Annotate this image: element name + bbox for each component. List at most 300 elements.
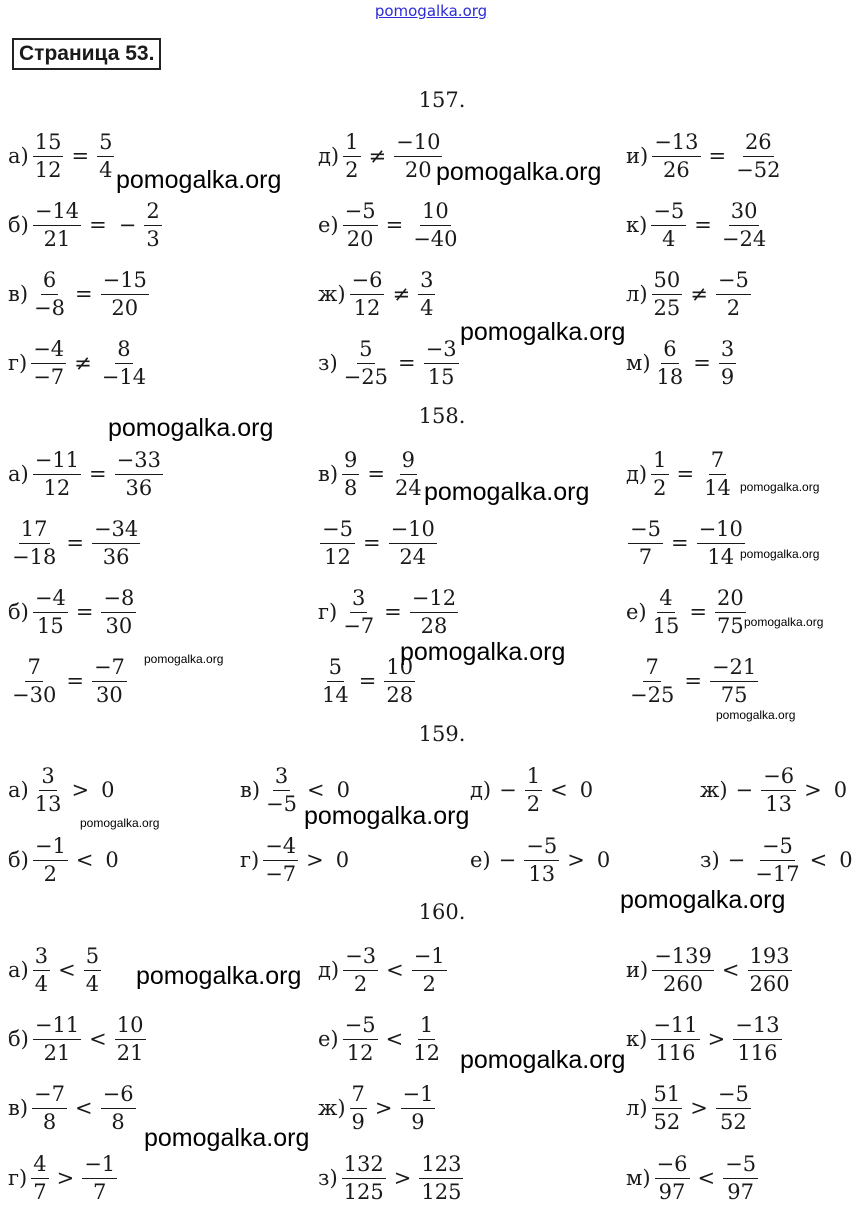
fraction-numerator: 132 xyxy=(342,1153,386,1178)
math-operator: 0 xyxy=(101,778,115,802)
fraction xyxy=(410,587,458,636)
fraction-denominator: 14 xyxy=(322,682,349,707)
fraction xyxy=(524,835,559,884)
watermark-text: pomogalka.org xyxy=(424,478,590,506)
math-operator: < xyxy=(74,1096,93,1120)
fraction xyxy=(651,200,686,249)
math-item xyxy=(318,333,461,393)
watermark-text: pomogalka.org xyxy=(740,547,820,561)
fraction-numerator: 2 xyxy=(144,200,161,225)
fraction-denominator: 52 xyxy=(653,1109,681,1134)
math-operator: > xyxy=(707,1027,726,1051)
fraction xyxy=(424,338,459,387)
item-label: г) xyxy=(240,848,260,872)
math-operator: = xyxy=(385,213,404,237)
fraction xyxy=(393,449,424,498)
math-operator: = xyxy=(397,351,416,375)
item-label: а) xyxy=(8,144,29,168)
fraction-denominator: 4 xyxy=(420,295,434,320)
watermark-text: pomogalka.org xyxy=(304,802,470,830)
math-operator: = xyxy=(676,462,695,486)
math-operator: = xyxy=(670,531,689,555)
fraction xyxy=(97,131,114,180)
fraction xyxy=(341,587,376,636)
fraction-denominator: 20 xyxy=(346,226,374,251)
fraction-numerator: −21 xyxy=(710,656,758,681)
math-operator: = xyxy=(66,669,84,693)
fraction-numerator: −15 xyxy=(101,269,149,294)
math-operator: − xyxy=(735,778,754,802)
math-item xyxy=(318,513,439,573)
math-item xyxy=(8,264,151,324)
fraction-denominator: 14 xyxy=(707,544,735,569)
exercise-number: 158. xyxy=(418,404,466,428)
math-operator: > xyxy=(306,848,324,872)
fraction-numerator: −8 xyxy=(101,587,136,612)
fraction-numerator: 7 xyxy=(350,1083,367,1108)
fraction-denominator: −30 xyxy=(12,682,57,707)
fraction-denominator: 15 xyxy=(427,364,455,389)
item-label: г) xyxy=(8,351,28,375)
fraction-denominator: 4 xyxy=(662,226,676,251)
fraction-denominator: 28 xyxy=(386,682,414,707)
watermark-text: pomogalka.org xyxy=(400,638,566,666)
fraction-denominator: 12 xyxy=(353,295,381,320)
fraction-denominator: 26 xyxy=(663,157,690,182)
fraction-denominator: 3 xyxy=(146,226,160,251)
fraction xyxy=(343,131,360,180)
fraction-denominator: 97 xyxy=(727,1179,754,1204)
math-operator: 0 xyxy=(105,848,119,872)
fraction xyxy=(343,1014,378,1063)
fraction-denominator: 116 xyxy=(737,1040,778,1065)
math-item xyxy=(470,760,599,820)
fraction-numerator: −34 xyxy=(92,518,140,543)
fraction-numerator: 4 xyxy=(31,1153,48,1178)
fraction-numerator: 1 xyxy=(525,765,542,790)
fraction-numerator: 3 xyxy=(418,269,435,294)
fraction-numerator: −4 xyxy=(33,587,68,612)
watermark-text: pomogalka.org xyxy=(460,318,626,346)
fraction-denominator: −25 xyxy=(630,682,675,707)
math-operator: = xyxy=(693,351,711,375)
math-item xyxy=(8,333,150,393)
fraction-numerator: −3 xyxy=(343,945,378,970)
math-item xyxy=(626,651,760,711)
fraction-numerator: −7 xyxy=(32,1083,67,1108)
fraction xyxy=(33,449,81,498)
math-item xyxy=(700,830,859,890)
item-label: м) xyxy=(626,351,651,375)
fraction-denominator: 12 xyxy=(34,157,62,182)
math-item xyxy=(240,830,355,890)
fraction xyxy=(343,945,378,994)
fraction-numerator: −10 xyxy=(394,131,442,156)
watermark-text: pomogalka.org xyxy=(116,166,282,194)
fraction-denominator: 2 xyxy=(353,971,368,996)
math-operator: ≠ xyxy=(368,144,387,168)
fraction-numerator: −139 xyxy=(652,945,714,970)
fraction-denominator: 36 xyxy=(102,544,130,569)
fraction xyxy=(84,945,101,994)
watermark-text: pomogalka.org xyxy=(144,652,224,666)
watermark-text: pomogalka.org xyxy=(144,1124,310,1152)
item-label: з) xyxy=(318,1166,338,1190)
fraction-denominator: −24 xyxy=(721,226,767,251)
math-operator: = xyxy=(367,462,385,486)
fraction-denominator: −8 xyxy=(34,295,65,320)
fraction-denominator: 30 xyxy=(96,682,123,707)
fraction-denominator: 260 xyxy=(663,971,704,996)
fraction-numerator: 51 xyxy=(652,1083,683,1108)
fraction xyxy=(710,656,758,705)
fraction xyxy=(342,338,390,387)
math-operator: < xyxy=(697,1166,716,1190)
fraction-numerator: 3 xyxy=(719,338,736,363)
math-operator: − xyxy=(118,213,137,237)
fraction xyxy=(411,1014,442,1063)
fraction-numerator: −4 xyxy=(263,835,298,860)
fraction-numerator: −3 xyxy=(424,338,459,363)
item-label: г) xyxy=(8,1166,28,1190)
math-operator: = xyxy=(684,669,702,693)
fraction-denominator: 13 xyxy=(765,791,792,816)
fraction-denominator: 7 xyxy=(638,544,653,569)
fraction-denominator: 2 xyxy=(726,295,741,320)
item-label: л) xyxy=(626,282,648,306)
math-operator: < xyxy=(385,1027,404,1051)
fraction-denominator: 30 xyxy=(105,613,133,638)
fraction xyxy=(411,200,459,249)
fraction-denominator: 25 xyxy=(653,295,681,320)
fraction xyxy=(655,1153,690,1202)
watermark-text: pomogalka.org xyxy=(460,1046,626,1074)
math-item xyxy=(318,1009,444,1069)
fraction-numerator: 10 xyxy=(420,200,451,225)
fraction-denominator: −14 xyxy=(101,364,147,389)
math-item xyxy=(8,830,125,890)
fraction xyxy=(263,835,298,884)
math-operator: < xyxy=(809,848,828,872)
math-operator: > xyxy=(56,1166,75,1190)
item-label: и) xyxy=(626,144,649,168)
math-item xyxy=(318,195,462,255)
math-item xyxy=(8,940,103,1000)
fraction-denominator: 12 xyxy=(413,1040,440,1065)
watermark-text: pomogalka.org xyxy=(716,708,796,722)
fraction-numerator: −5 xyxy=(760,835,795,860)
fraction xyxy=(92,656,127,705)
fraction-denominator: 12 xyxy=(43,475,71,500)
fraction xyxy=(82,1153,117,1202)
fraction xyxy=(115,449,163,498)
fraction xyxy=(144,200,161,249)
fraction-denominator: 2 xyxy=(43,861,58,886)
fraction-denominator: −7 xyxy=(33,364,65,389)
fraction-numerator: −1 xyxy=(33,835,68,860)
item-label: б) xyxy=(8,213,29,237)
fraction xyxy=(628,518,663,567)
math-operator: > xyxy=(567,848,585,872)
math-operator: < xyxy=(75,848,94,872)
math-item xyxy=(626,444,735,504)
fraction-denominator: 28 xyxy=(420,613,448,638)
fraction xyxy=(651,449,668,498)
fraction xyxy=(10,656,58,705)
fraction-numerator: −4 xyxy=(31,338,66,363)
fraction xyxy=(651,1014,699,1063)
math-item xyxy=(318,126,444,186)
fraction-numerator: 7 xyxy=(643,656,660,681)
math-operator: > xyxy=(804,778,822,802)
math-operator: < xyxy=(58,958,76,982)
item-label: л) xyxy=(626,1096,648,1120)
fraction-numerator: 50 xyxy=(652,269,683,294)
watermark-text: pomogalka.org xyxy=(744,615,824,629)
fraction-numerator: −6 xyxy=(761,765,796,790)
fraction-numerator: −5 xyxy=(320,518,355,543)
math-item xyxy=(626,582,748,642)
fraction xyxy=(716,1083,751,1132)
fraction-denominator: 2 xyxy=(422,971,436,996)
fraction-numerator: −5 xyxy=(651,200,686,225)
fraction xyxy=(32,269,67,318)
item-label: ж) xyxy=(700,778,728,802)
fraction-denominator: 21 xyxy=(116,1040,144,1065)
fraction-numerator: 6 xyxy=(41,269,58,294)
fraction-numerator: −12 xyxy=(410,587,458,612)
fraction-numerator: −10 xyxy=(389,518,437,543)
fraction xyxy=(320,656,351,705)
math-operator: = xyxy=(89,462,107,486)
fraction-denominator: 9 xyxy=(411,1109,425,1134)
fraction-numerator: −1 xyxy=(401,1083,436,1108)
fraction-numerator: 17 xyxy=(19,518,50,543)
math-item xyxy=(470,830,616,890)
fraction-denominator: 21 xyxy=(43,226,71,251)
fraction-denominator: 20 xyxy=(404,157,432,182)
fraction-denominator: 7 xyxy=(92,1179,107,1204)
item-label: з) xyxy=(700,848,720,872)
math-operator: − xyxy=(727,848,746,872)
item-label: д) xyxy=(470,778,492,802)
fraction-numerator: 1 xyxy=(418,1014,435,1039)
fraction-denominator: 21 xyxy=(43,1040,71,1065)
fraction xyxy=(652,945,714,994)
fraction-numerator: 15 xyxy=(33,131,64,156)
item-label: б) xyxy=(8,848,29,872)
fraction-numerator: −11 xyxy=(651,1014,699,1039)
fraction-numerator: −5 xyxy=(343,1014,378,1039)
math-item xyxy=(318,1078,437,1138)
fraction xyxy=(33,835,68,884)
fraction-denominator: 4 xyxy=(34,971,49,996)
math-item xyxy=(8,444,165,504)
math-operator: < xyxy=(306,778,325,802)
fraction xyxy=(33,200,81,249)
watermark-text: pomogalka.org xyxy=(108,414,274,442)
fraction-denominator: 12 xyxy=(346,1040,374,1065)
math-operator: = xyxy=(694,213,712,237)
fraction-numerator: −5 xyxy=(524,835,559,860)
fraction-denominator: 97 xyxy=(658,1179,686,1204)
math-operator: 0 xyxy=(336,778,350,802)
item-label: а) xyxy=(8,778,29,802)
item-label: в) xyxy=(8,282,29,306)
fraction-denominator: −5 xyxy=(266,791,297,816)
fraction-numerator: 4 xyxy=(657,587,674,612)
math-operator: = xyxy=(74,282,93,306)
fraction-denominator: 13 xyxy=(34,791,62,816)
item-label: и) xyxy=(626,958,649,982)
item-label: ж) xyxy=(318,1096,346,1120)
fraction-denominator: 13 xyxy=(528,861,556,886)
fraction-denominator: 18 xyxy=(656,364,684,389)
fraction xyxy=(652,131,700,180)
fraction-denominator: −7 xyxy=(265,861,297,886)
math-operator: < xyxy=(721,958,740,982)
fraction xyxy=(33,587,68,636)
math-operator: > xyxy=(690,1096,708,1120)
fraction-denominator: 4 xyxy=(99,157,113,182)
fraction-numerator: −6 xyxy=(655,1153,690,1178)
item-label: д) xyxy=(318,958,340,982)
math-operator: = xyxy=(689,600,707,624)
fraction-denominator: 15 xyxy=(652,613,680,638)
fraction-denominator: −7 xyxy=(343,613,375,638)
fraction-numerator: −5 xyxy=(628,518,663,543)
math-item xyxy=(318,940,449,1000)
math-item xyxy=(626,264,753,324)
fraction-numerator: −1 xyxy=(412,945,447,970)
fraction xyxy=(100,338,148,387)
fraction xyxy=(697,518,745,567)
math-item xyxy=(8,760,120,820)
math-item xyxy=(626,1009,784,1069)
item-label: а) xyxy=(8,958,29,982)
item-label: е) xyxy=(626,600,647,624)
math-operator: = xyxy=(708,144,727,168)
fraction xyxy=(720,200,768,249)
fraction-numerator: 1 xyxy=(343,131,360,156)
fraction-denominator: 24 xyxy=(399,544,427,569)
fraction-numerator: 3 xyxy=(39,765,56,790)
math-item xyxy=(8,1078,138,1138)
fraction-numerator: −5 xyxy=(716,269,751,294)
item-label: е) xyxy=(318,213,339,237)
math-operator: < xyxy=(550,778,568,802)
math-item xyxy=(8,1009,148,1069)
fraction xyxy=(412,945,447,994)
math-item xyxy=(626,940,794,1000)
item-label: е) xyxy=(318,1027,339,1051)
fraction-numerator: 123 xyxy=(419,1153,463,1178)
fraction-denominator: 125 xyxy=(421,1179,462,1204)
fraction xyxy=(652,1083,683,1132)
fraction-denominator: 20 xyxy=(111,295,139,320)
fraction xyxy=(525,765,542,814)
fraction-denominator: 12 xyxy=(324,544,351,569)
math-item xyxy=(626,513,747,573)
math-item xyxy=(8,195,164,255)
math-operator: = xyxy=(384,600,402,624)
fraction xyxy=(733,1014,781,1063)
math-item xyxy=(626,126,784,186)
fraction xyxy=(628,656,676,705)
fraction-numerator: 5 xyxy=(97,131,114,156)
math-operator: 0 xyxy=(596,848,611,872)
fraction xyxy=(92,518,140,567)
fraction-numerator: −13 xyxy=(733,1014,781,1039)
fraction xyxy=(320,518,355,567)
fraction-numerator: 8 xyxy=(115,338,132,363)
fraction-numerator: 6 xyxy=(661,338,678,363)
fraction-denominator: 36 xyxy=(125,475,153,500)
fraction-denominator: 75 xyxy=(720,682,748,707)
fraction-denominator: 260 xyxy=(749,971,790,996)
fraction-numerator: 7 xyxy=(709,449,726,474)
fraction xyxy=(655,338,686,387)
fraction-denominator: 8 xyxy=(42,1109,57,1134)
math-operator: = xyxy=(75,600,94,624)
math-operator: = xyxy=(71,144,90,168)
fraction xyxy=(716,269,751,318)
fraction-numerator: −5 xyxy=(723,1153,758,1178)
item-label: г) xyxy=(318,600,338,624)
fraction xyxy=(401,1083,436,1132)
fraction xyxy=(342,449,359,498)
fraction xyxy=(342,1153,386,1202)
fraction xyxy=(723,1153,758,1202)
item-label: з) xyxy=(318,351,338,375)
site-link[interactable]: pomogalka.org xyxy=(374,2,488,20)
fraction-denominator: 125 xyxy=(343,1179,384,1204)
exercise-number: 157. xyxy=(418,88,466,112)
fraction xyxy=(101,269,149,318)
fraction-denominator: 2 xyxy=(526,791,541,816)
item-label: д) xyxy=(626,462,648,486)
fraction xyxy=(753,835,801,884)
math-item xyxy=(700,760,853,820)
fraction-denominator: −40 xyxy=(413,226,458,251)
fraction xyxy=(343,200,378,249)
fraction xyxy=(33,1014,81,1063)
fraction-numerator: 3 xyxy=(350,587,367,612)
item-label: д) xyxy=(318,144,340,168)
math-item xyxy=(626,195,770,255)
fraction xyxy=(719,338,736,387)
fraction xyxy=(651,587,682,636)
math-item xyxy=(626,1148,760,1208)
math-operator: 0 xyxy=(833,778,848,802)
fraction-denominator: 2 xyxy=(345,157,359,182)
math-operator: > xyxy=(71,778,90,802)
item-label: б) xyxy=(8,600,29,624)
fraction-numerator: −11 xyxy=(33,449,81,474)
item-label: в) xyxy=(240,778,261,802)
math-operator: > xyxy=(374,1096,393,1120)
fraction-numerator: −11 xyxy=(33,1014,81,1039)
fraction xyxy=(101,1083,136,1132)
fraction xyxy=(389,518,437,567)
fraction xyxy=(748,945,792,994)
fraction-denominator: 7 xyxy=(33,1179,47,1204)
fraction-numerator: 1 xyxy=(651,449,668,474)
fraction-denominator: 75 xyxy=(716,613,744,638)
fraction-numerator: 26 xyxy=(743,131,774,156)
math-item xyxy=(318,264,437,324)
fraction xyxy=(702,449,733,498)
